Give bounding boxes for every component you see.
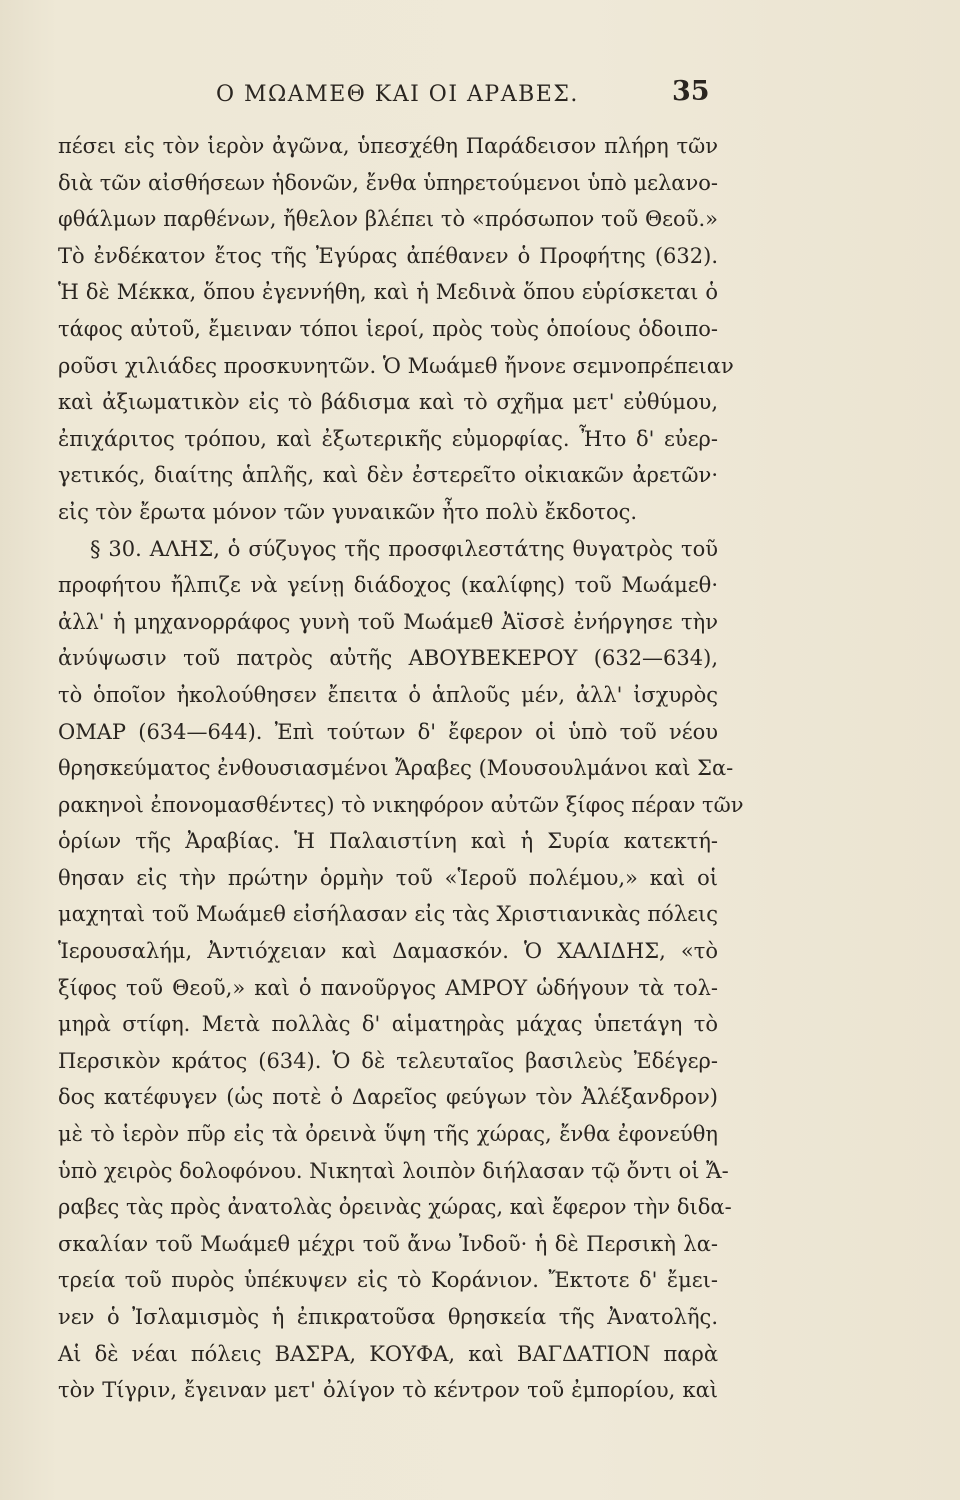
text-line: θρησκεύματος ἐνθουσιασμένοι Ἄραβες (Μουσουλμάνοι καὶ Σα-	[58, 756, 734, 781]
text-line: Περσικὸν κράτος (634). Ὁ δὲ τελευταῖος βασιλεὺς Ἐδέγερ-	[58, 1048, 718, 1073]
text-line: προφήτου ἤλπιζε νὰ γείνῃ διάδοχος (καλίφης) τοῦ Μωάμεθ·	[58, 573, 718, 598]
text-line: ἐπιχάριτος τρόπου, καὶ ἐξωτερικῆς εὐμορφίας. Ἦτο δ' εὐερ-	[58, 426, 718, 451]
text-line: φθάλμων παρθένων, ἤθελον βλέπει τὸ «πρόσωπον τοῦ Θεοῦ.»	[58, 207, 718, 232]
text-line: ὑπὸ χειρὸς δολοφόνου. Νικηταὶ λοιπὸν διήλασαν τῷ ὄντι οἱ Ἄ-	[58, 1158, 729, 1183]
text-line: μηρὰ στίφη. Μετὰ πολλὰς δ' αἱματηρὰς μάχας ὑπετάγη τὸ	[58, 1012, 718, 1037]
text-line: εἰς τὸν ἔρωτα μόνον τῶν γυναικῶν ἦτο πολὺ ἔκδοτος.	[58, 499, 638, 524]
text-line: ἀλλ' ἡ μηχανορράφος γυνὴ τοῦ Μωάμεθ Ἀϊσσὲ ἐνήργησε τὴν	[58, 609, 718, 634]
text-line: διὰ τῶν αἰσθήσεων ἡδονῶν, ἔνθα ὑπηρετούμενοι ὑπὸ μελανο-	[58, 170, 718, 195]
text-line: ἀνύψωσιν τοῦ πατρὸς αὐτῆς ΑΒΟΥΒΕΚΕΡΟΥ (632—634),	[58, 646, 718, 671]
text-line: τρεία τοῦ πυρὸς ὑπέκυψεν εἰς τὸ Κοράνιον. Ἔκτοτε δ' ἔμει-	[58, 1268, 718, 1293]
text-line: μὲ τὸ ἱερὸν πῦρ εἰς τὰ ὀρεινὰ ὕψη τῆς χώρας, ἔνθα ἐφονεύθη	[58, 1122, 718, 1147]
text-line: σκαλίαν τοῦ Μωάμεθ μέχρι τοῦ ἄνω Ἰνδοῦ· ἡ δὲ Περσικὴ λα-	[58, 1231, 718, 1256]
section-heading-line: § 30. ΑΛΗΣ, ὁ σύζυγος τῆς προσφιλεστάτης θυγατρὸς τοῦ	[90, 536, 718, 561]
text-line: τὸν Τίγριν, ἔγειναν μετ' ὀλίγον τὸ κέντρον τοῦ ἐμπορίου, καὶ	[58, 1378, 718, 1403]
text-line: ρακηνοὶ ἐπονομασθέντες) τὸ νικηφόρον αὐτῶν ξίφος πέραν τῶν	[58, 792, 744, 817]
running-title: Ο ΜΩΑΜΕΘ ΚΑΙ ΟΙ ΑΡΑΒΕΣ.	[216, 82, 579, 107]
text-line: θησαν εἰς τὴν πρώτην ὁρμὴν τοῦ «Ἱεροῦ πολέμου,» καὶ οἱ	[58, 865, 718, 890]
text-line: τὸ ὁποῖον ἠκολούθησεν ἔπειτα ὁ ἁπλοῦς μέν, ἀλλ' ἰσχυρὸς	[58, 682, 718, 707]
text-line: ΟΜΑΡ (634—644). Ἐπὶ τούτων δ' ἔφερον οἱ ὑπὸ τοῦ νέου	[58, 719, 718, 744]
text-line: γετικός, διαίτης ἁπλῆς, καὶ δὲν ἐστερεῖτο οἰκιακῶν ἀρετῶν·	[58, 463, 718, 488]
text-line: Αἱ δὲ νέαι πόλεις ΒΑΣΡΑ, ΚΟΥΦΑ, καὶ ΒΑΓΔΑΤΙΟΝ παρὰ	[58, 1341, 718, 1366]
text-line: καὶ ἀξιωματικὸν εἰς τὸ βάδισμα καὶ τὸ σχῆμα μετ' εὐθύμου,	[58, 390, 718, 415]
page-header	[0, 76, 960, 122]
text-line: Ἡ δὲ Μέκκα, ὅπου ἐγεννήθη, καὶ ἡ Μεδινὰ ὅπου εὑρίσκεται ὁ	[58, 280, 718, 305]
text-line: νεν ὁ Ἰσλαμισμὸς ἡ ἐπικρατοῦσα θρησκεία τῆς Ἀνατολῆς.	[58, 1305, 718, 1329]
text-line: Τὸ ἐνδέκατον ἔτος τῆς Ἐγύρας ἀπέθανεν ὁ Προφήτης (632).	[58, 243, 718, 268]
text-line: ραβες τὰς πρὸς ἀνατολὰς ὀρεινὰς χώρας, καὶ ἔφερον τὴν διδα-	[58, 1195, 732, 1220]
text-line: πέσει εἰς τὸν ἱερὸν ἀγῶνα, ὑπεσχέθη Παράδεισον πλήρη τῶν	[58, 134, 718, 158]
page-number: 35	[672, 76, 710, 107]
text-line: ξίφος τοῦ Θεοῦ,» καὶ ὁ πανοῦργος ΑΜΡΟΥ ὡδήγουν τὰ τολ-	[58, 975, 718, 1000]
text-line: μαχηταὶ τοῦ Μωάμεθ εἰσήλασαν εἰς τὰς Χριστιανικὰς πόλεις	[58, 902, 718, 927]
body-text	[58, 128, 744, 1409]
text-line: τάφος αὐτοῦ, ἔμειναν τόποι ἱεροί, πρὸς τοὺς ὁποίους ὁδοιπο-	[58, 316, 718, 341]
text-line: Ἱερουσαλήμ, Ἀντιόχειαν καὶ Δαμασκόν. Ὁ ΧΑΛΙΔΗΣ, «τὸ	[58, 939, 718, 964]
text-line: δος κατέφυγεν (ὡς ποτὲ ὁ Δαρεῖος φεύγων τὸν Ἀλέξανδρον)	[58, 1085, 718, 1110]
text-line: ὁρίων τῆς Ἀραβίας. Ἡ Παλαιστίνη καὶ ἡ Συρία κατεκτή-	[58, 829, 718, 854]
text-line: ροῦσι χιλιάδες προσκυνητῶν. Ὁ Μωάμεθ ἤνονε σεμνοπρέπειαν	[58, 353, 734, 378]
